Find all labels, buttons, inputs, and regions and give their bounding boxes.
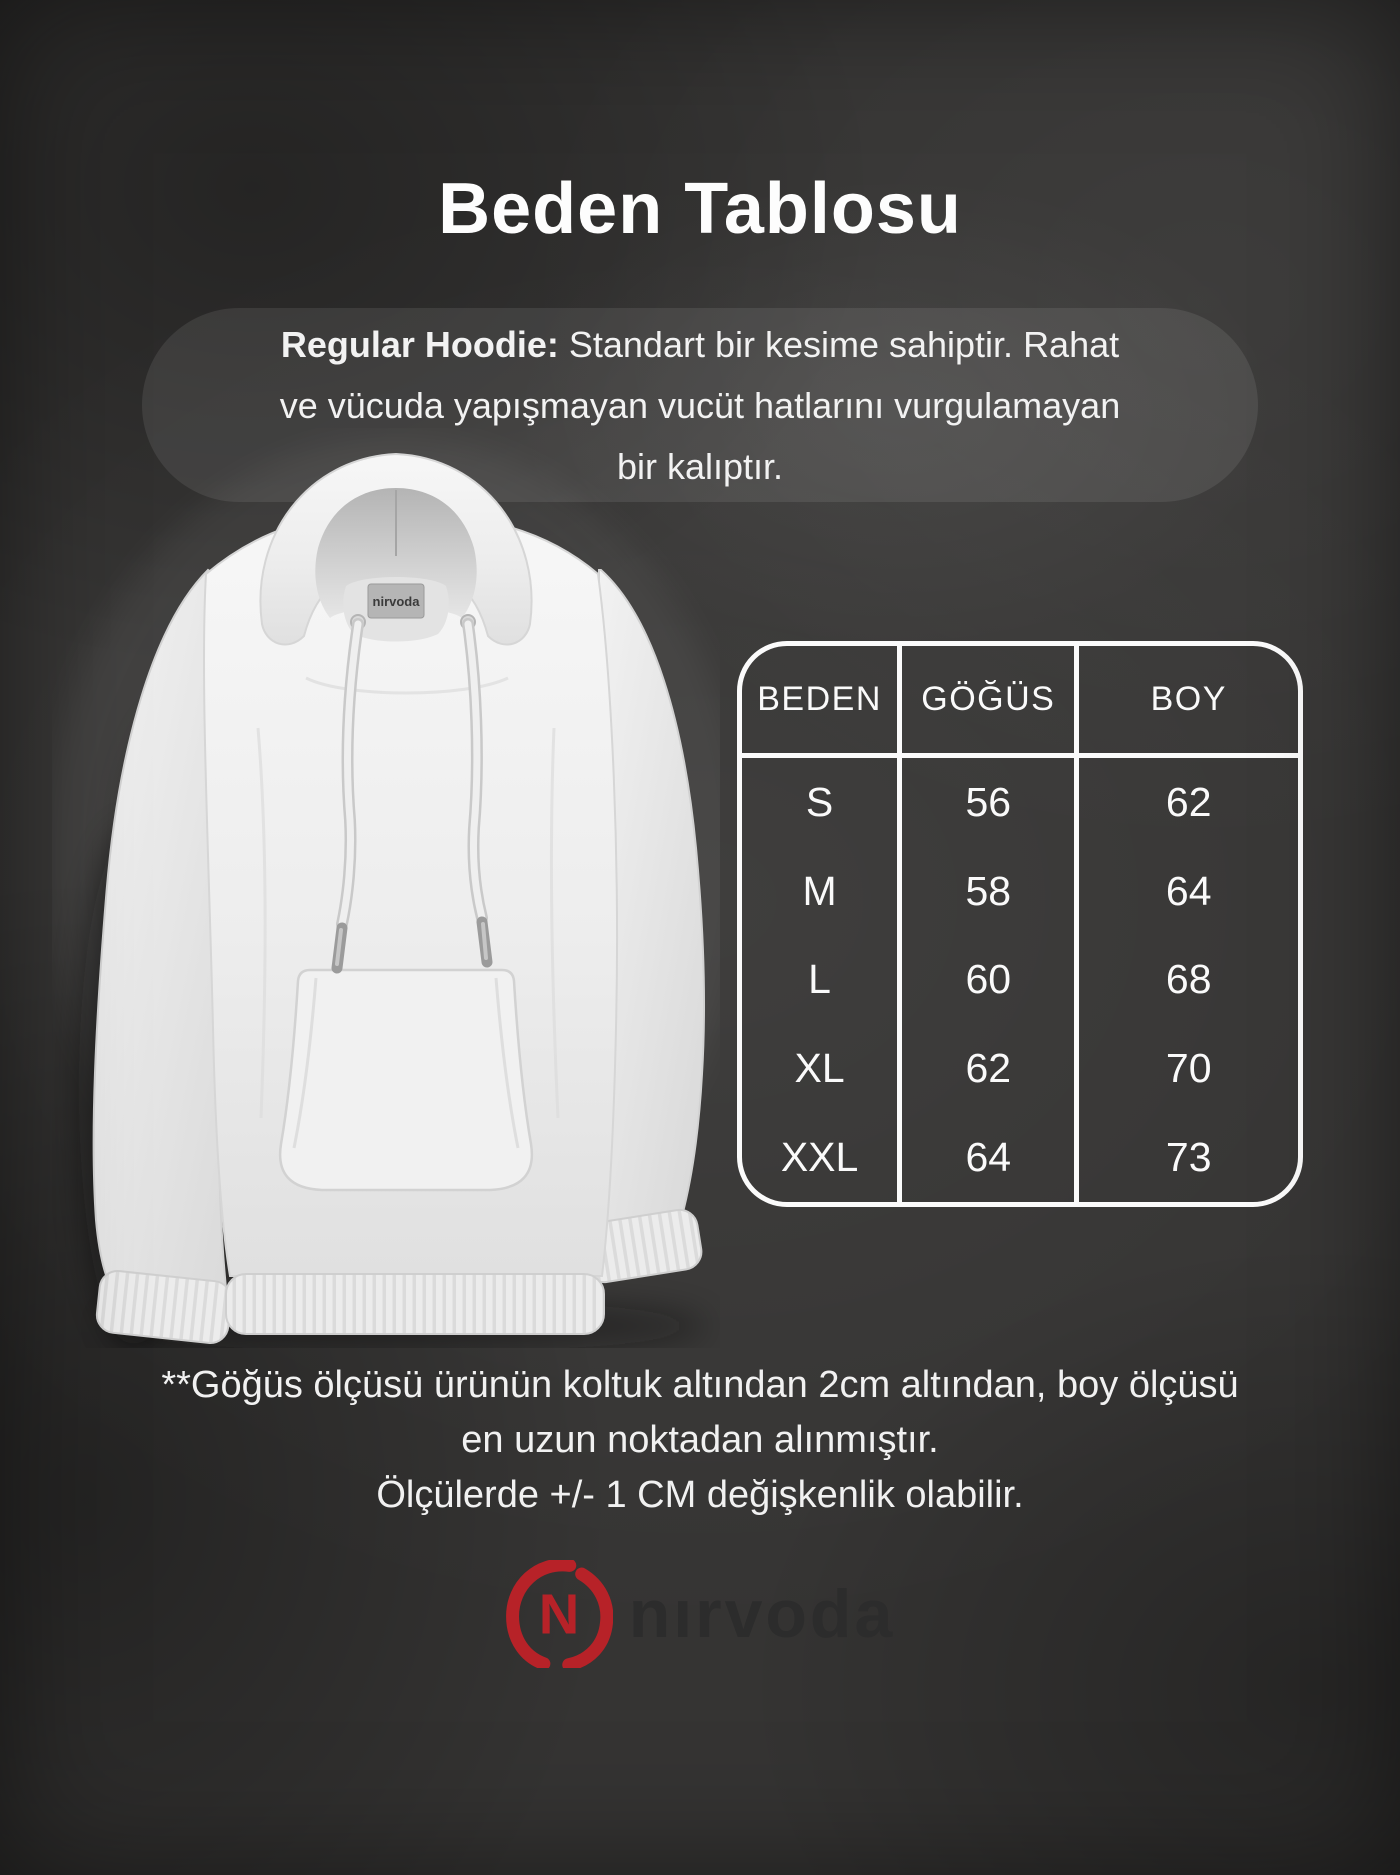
measurement-notes <box>0 1358 1400 1523</box>
size-cell: XL <box>742 1024 902 1113</box>
size-cell: L <box>742 936 902 1025</box>
neck-label-text: nirvoda <box>372 594 420 609</box>
chest-cell: 56 <box>902 758 1079 847</box>
fit-description-line3: bir kalıptır. <box>616 445 784 487</box>
fit-name: Regular Hoodie: <box>280 323 559 365</box>
brand-n-icon <box>505 1560 613 1668</box>
size-cell: S <box>742 758 902 847</box>
col-header-chest: GÖĞÜS <box>902 646 1079 758</box>
note-line2: en uzun noktadan alınmıştır. <box>461 1419 939 1461</box>
chest-cell: 60 <box>902 936 1079 1025</box>
note-line1: **Göğüs ölçüsü ürünün koltuk altından 2cm altından, boy ölçüsü <box>161 1364 1239 1406</box>
size-cell: XXL <box>742 1113 902 1202</box>
brand-logo <box>0 1560 1400 1668</box>
fit-description-line2: ve vücuda yapışmayan vucüt hatlarını vurgulamayan <box>279 384 1121 426</box>
brand-wordmark: nırvoda <box>628 1576 896 1652</box>
fit-description-line1-rest: Standart bir kesime sahiptir. Rahat <box>558 323 1120 365</box>
length-cell: 62 <box>1165 778 1212 825</box>
hoodie-image <box>52 428 720 1348</box>
length-cell: 73 <box>1165 1134 1212 1181</box>
hoodie-pocket <box>280 970 532 1190</box>
col-header-length: BOY <box>1079 646 1298 758</box>
note-line3: Ölçülerde +/- 1 CM değişkenlik olabilir. <box>376 1474 1024 1516</box>
brand-mark-letter: N <box>538 1582 579 1646</box>
chest-cell: 64 <box>902 1113 1079 1202</box>
length-cell: 64 <box>1165 867 1212 914</box>
chest-cell: 62 <box>902 1024 1079 1113</box>
page-title: Beden Tablosu <box>438 169 962 249</box>
col-header-size: BEDEN <box>742 646 902 758</box>
length-cell: 68 <box>1165 956 1212 1003</box>
fit-description-line1 <box>281 314 1119 375</box>
size-table <box>737 641 1303 1207</box>
length-cell: 70 <box>1165 1045 1212 1092</box>
hoodie-hem-band <box>226 1274 604 1334</box>
size-cell: M <box>742 847 902 936</box>
chest-cell: 58 <box>902 847 1079 936</box>
